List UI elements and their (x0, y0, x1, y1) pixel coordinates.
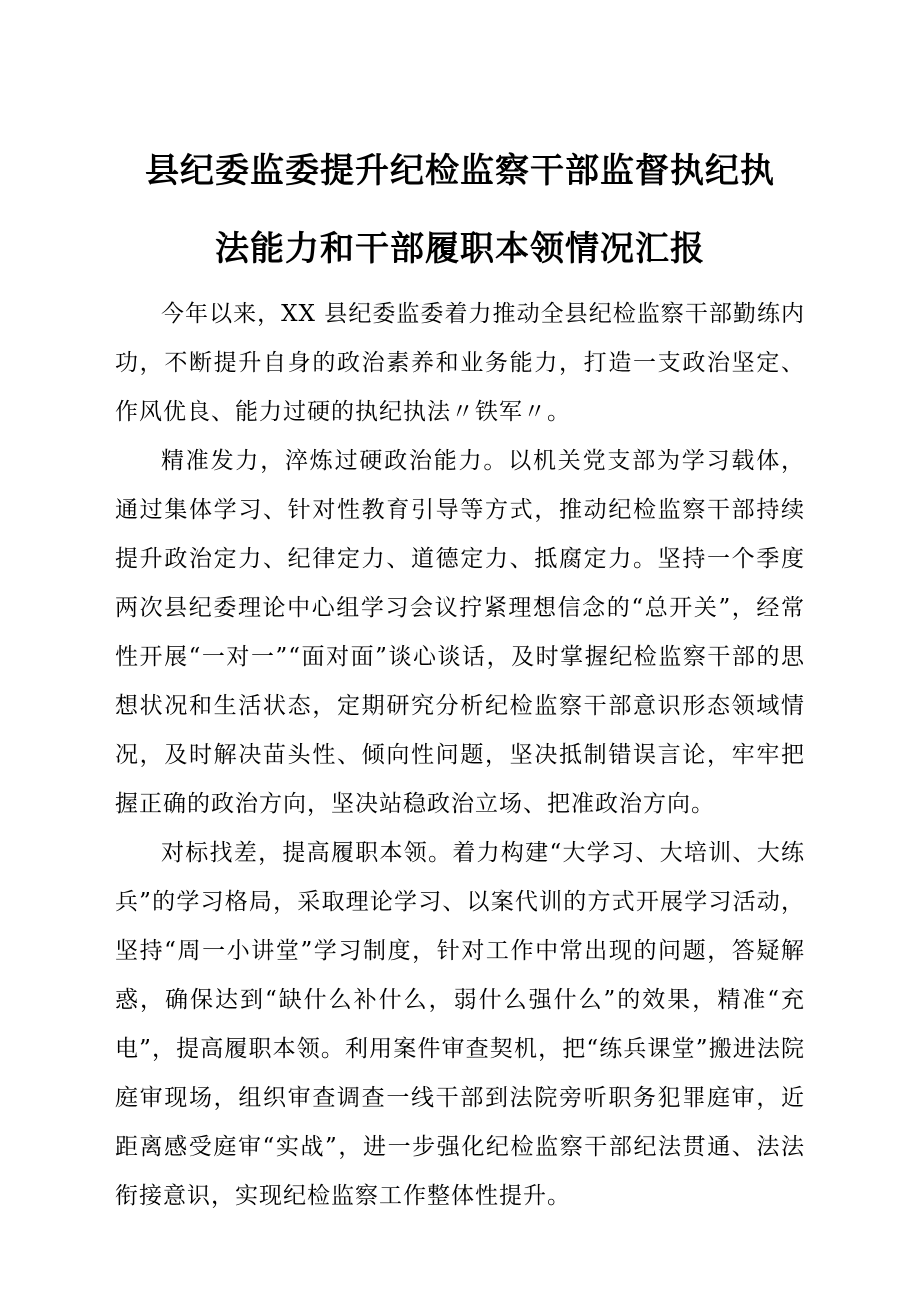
document-title-line-2: 法能力和干部履职本领情况汇报 (215, 229, 705, 269)
document-title (115, 132, 805, 288)
document-title-line-1: 县纪委监委提升纪检监察干部监督执纪执 (145, 151, 775, 191)
paragraph-intro: 今年以来，XX 县纪委监委着力推动全县纪检监察干部勤练内功，不断提升自身的政治素养和业务能力，打造一支政治坚定、作风优良、能力过硬的执纪执法〃铁军〃。 (115, 301, 805, 425)
document-body (115, 290, 805, 1221)
paragraph-duty-skills: 对标找差，提高履职本领。着力构建“大学习、大培训、大练兵”的学习格局，采取理论学习、以案代训的方式开展学习活动，坚持“周一小讲堂”学习制度，针对工作中常出现的问题，答疑解惑，确保达到“缺什么补什么，弱什么强什么”的效果，精准“充电”，提高履职本领。利用案件审查契机，把“练兵课堂”搬进法院庭审现场，组织审查调查一线干部到法院旁听职务犯罪庭审，近距离感受庭审“实战”，进一步强化纪检监察干部纪法贯通、法法衔接意识，实现纪检监察工作整体性提升。 (115, 840, 805, 1209)
paragraph-political-ability: 精准发力，淬炼过硬政治能力。以机关党支部为学习载体，通过集体学习、针对性教育引导等方式，推动纪检监察干部持续提升政治定力、纪律定力、道德定力、抵腐定力。坚持一个季度两次县纪委理论中心组学习会议拧紧理想信念的“总开关”，经常性开展“一对一”“面对面”谈心谈话，及时掌握纪检监察干部的思想状况和生活状态，定期研究分析纪检监察干部意识形态领域情况，及时解决苗头性、倾向性问题，坚决抵制错误言论，牢牢把握正确的政治方向，坚决站稳政治立场、把准政治方向。 (115, 448, 805, 817)
